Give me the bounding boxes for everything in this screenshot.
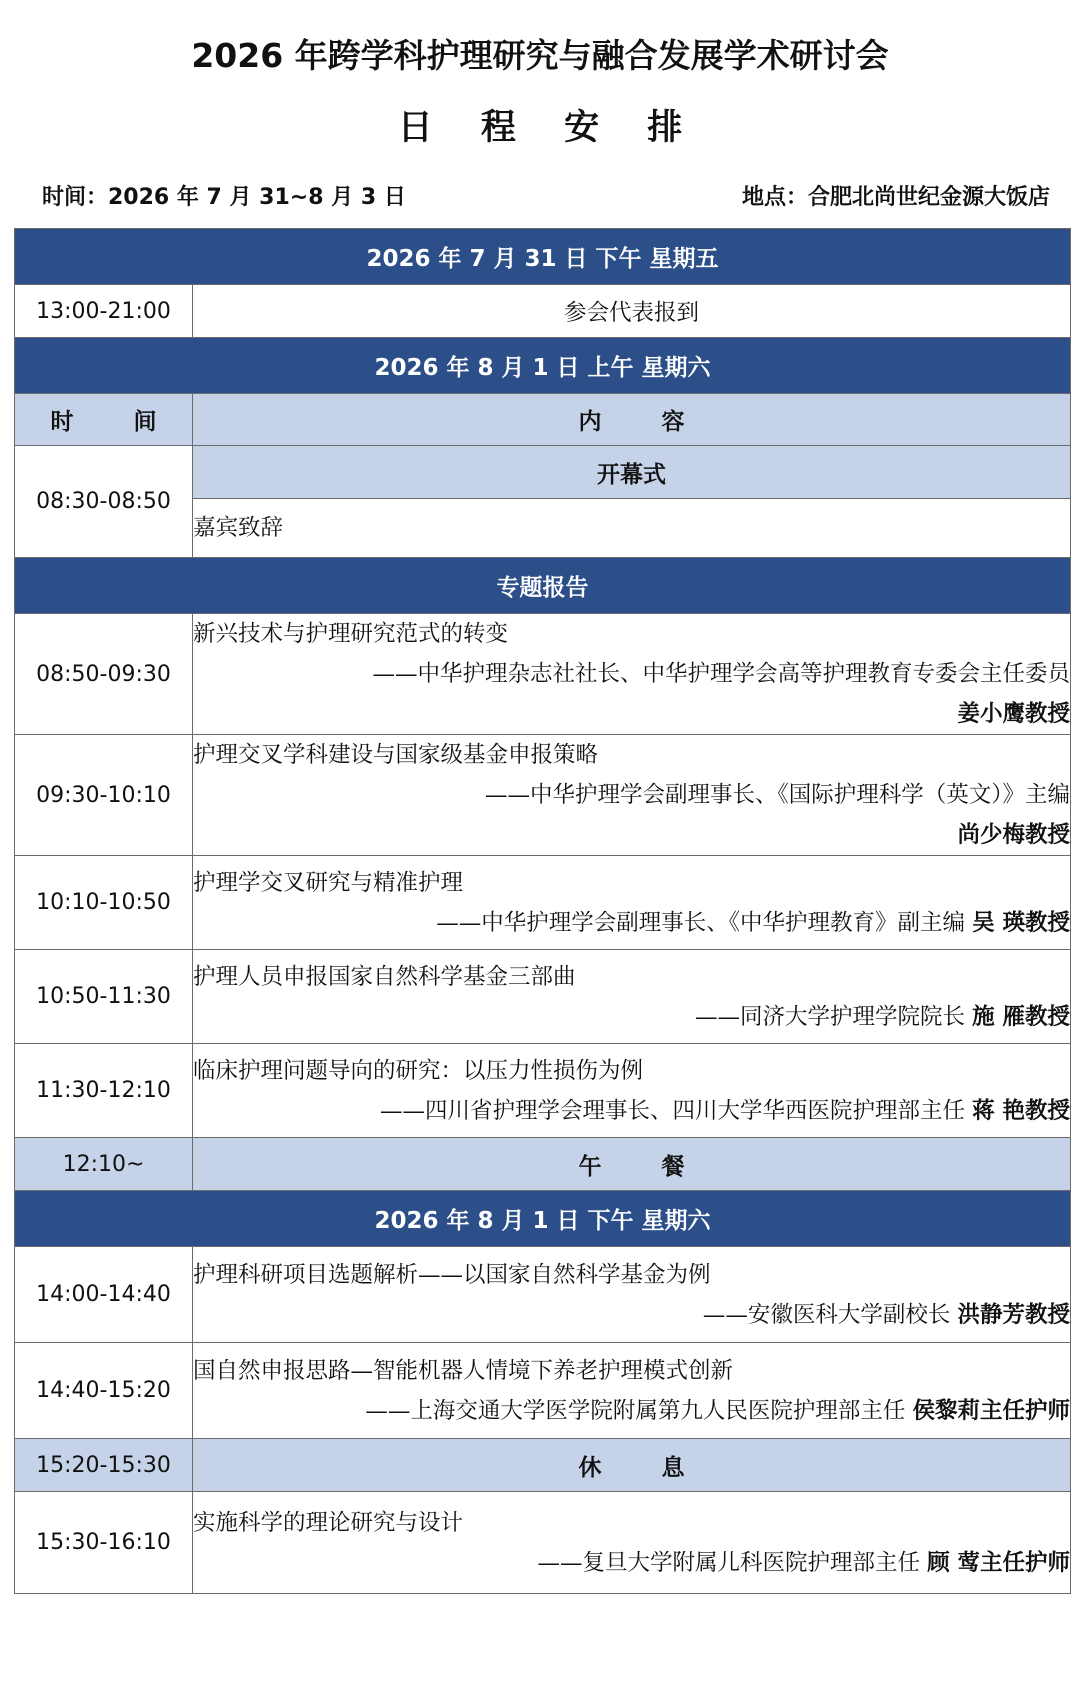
speaker-role: ——四川省护理学会理事长、四川大学华西医院护理部主任 [379, 1097, 965, 1124]
table-row [15, 1492, 1071, 1594]
speaker-name: 洪静芳教授 [957, 1301, 1070, 1328]
event-time: 时间：2026 年 7 月 31~8 月 3 日 [42, 185, 406, 210]
column-header-row [15, 394, 1071, 446]
talk-cell [193, 950, 1071, 1044]
talk-cell [193, 1343, 1071, 1439]
speaker-line [193, 1543, 1070, 1583]
break-row [15, 1439, 1071, 1492]
talk-topic: 临床护理问题导向的研究：以压力性损伤为例 [193, 1057, 644, 1084]
lunch-label: 午 餐 [193, 1138, 1071, 1191]
speaker-name: 蒋 艳教授 [972, 1097, 1070, 1124]
talk-cell [193, 1044, 1071, 1138]
opening-ceremony-title: 开幕式 [193, 446, 1071, 499]
speaker-name: 侯黎莉主任护师 [912, 1397, 1070, 1424]
speaker-line [193, 903, 1070, 943]
column-header-time: 时 间 [15, 394, 193, 446]
time-cell: 12:10~ [15, 1138, 193, 1191]
time-cell: 14:00-14:40 [15, 1247, 193, 1343]
speaker-name: 顾 莺主任护师 [927, 1549, 1070, 1576]
talk-cell [193, 1247, 1071, 1343]
table-row [15, 446, 1071, 499]
table-row [15, 1247, 1071, 1343]
time-cell: 08:30-08:50 [15, 446, 193, 558]
table-row [15, 1343, 1071, 1439]
schedule-table [14, 228, 1071, 1594]
talk-topic: 新兴技术与护理研究范式的转变 [193, 621, 509, 647]
speaker-name: 吴 瑛教授 [972, 909, 1070, 936]
talk-cell [193, 614, 1071, 735]
speaker-name-line [193, 815, 1070, 855]
time-cell: 10:10-10:50 [15, 856, 193, 950]
time-cell: 13:00-21:00 [15, 285, 193, 338]
speaker-role: ——中华护理学会副理事长、《中华护理教育》副主编 [436, 909, 965, 936]
table-row [15, 950, 1071, 1044]
talk-cell [193, 856, 1071, 950]
speaker-role: ——安徽医科大学副校长 [702, 1301, 951, 1328]
content-cell [193, 499, 1071, 558]
time-cell: 10:50-11:30 [15, 950, 193, 1044]
talk-topic: 护理学交叉研究与精准护理 [193, 869, 464, 896]
speaker-role: ——中华护理学会副理事长、《国际护理科学（英文）》主编 [484, 782, 1070, 808]
column-header-content: 内 容 [193, 394, 1071, 446]
talk-cell [193, 1492, 1071, 1594]
table-row [15, 735, 1071, 856]
event-venue: 地点：合肥北尚世纪金源大饭店 [741, 185, 1050, 210]
opening-item: 嘉宾致辞 [193, 515, 284, 541]
talk-topic: 护理人员申报国家自然科学基金三部曲 [193, 963, 576, 990]
day-header-row [15, 229, 1071, 285]
speaker-name: 施 雁教授 [972, 1003, 1070, 1030]
speaker-line [193, 1391, 1070, 1431]
day-header-row [15, 338, 1071, 394]
time-cell: 14:40-15:20 [15, 1343, 193, 1439]
page-subtitle: 日 程 安 排 [397, 108, 701, 148]
time-cell: 08:50-09:30 [15, 614, 193, 735]
speaker-role: ——中华护理杂志社社长、中华护理学会高等护理教育专委会主任委员 [372, 661, 1070, 687]
page-title: 2026 年跨学科护理研究与融合发展学术研讨会 [191, 36, 889, 75]
speaker-name-line [193, 694, 1070, 734]
content-cell: 参会代表报到 [193, 285, 1071, 338]
time-cell: 15:30-16:10 [15, 1492, 193, 1594]
speaker-role: ——同济大学护理学院院长 [694, 1003, 965, 1030]
table-row [15, 856, 1071, 950]
time-cell: 11:30-12:10 [15, 1044, 193, 1138]
talk-topic: 护理交叉学科建设与国家级基金申报策略 [193, 742, 599, 768]
speaker-role: ——复旦大学附属儿科医院护理部主任 [537, 1549, 920, 1576]
day-header-0731: 2026 年 7 月 31 日 下午 星期五 [15, 229, 1071, 285]
speaker-role: ——上海交通大学医学院附属第九人民医院护理部主任 [365, 1397, 906, 1424]
lunch-row [15, 1138, 1071, 1191]
talk-topic: 国自然申报思路—智能机器人情境下养老护理模式创新 [193, 1357, 734, 1384]
time-cell: 09:30-10:10 [15, 735, 193, 856]
section-header-reports: 专题报告 [15, 558, 1071, 614]
speaker-line [193, 997, 1070, 1037]
break-label: 休 息 [193, 1439, 1071, 1492]
day-header-row [15, 1191, 1071, 1247]
section-header-row [15, 558, 1071, 614]
speaker-name: 姜小鹰教授 [957, 701, 1070, 727]
table-row [15, 1044, 1071, 1138]
talk-topic: 实施科学的理论研究与设计 [193, 1509, 464, 1536]
talk-topic: 护理科研项目选题解析——以国家自然科学基金为例 [193, 1261, 711, 1288]
table-row [15, 285, 1071, 338]
time-cell: 15:20-15:30 [15, 1439, 193, 1492]
day-header-0801-am: 2026 年 8 月 1 日 上午 星期六 [15, 338, 1071, 394]
day-header-0801-pm: 2026 年 8 月 1 日 下午 星期六 [15, 1191, 1071, 1247]
speaker-line [193, 1091, 1070, 1131]
talk-cell [193, 735, 1071, 856]
table-row [15, 614, 1071, 735]
speaker-line [193, 1295, 1070, 1335]
speaker-name: 尚少梅教授 [957, 822, 1070, 848]
